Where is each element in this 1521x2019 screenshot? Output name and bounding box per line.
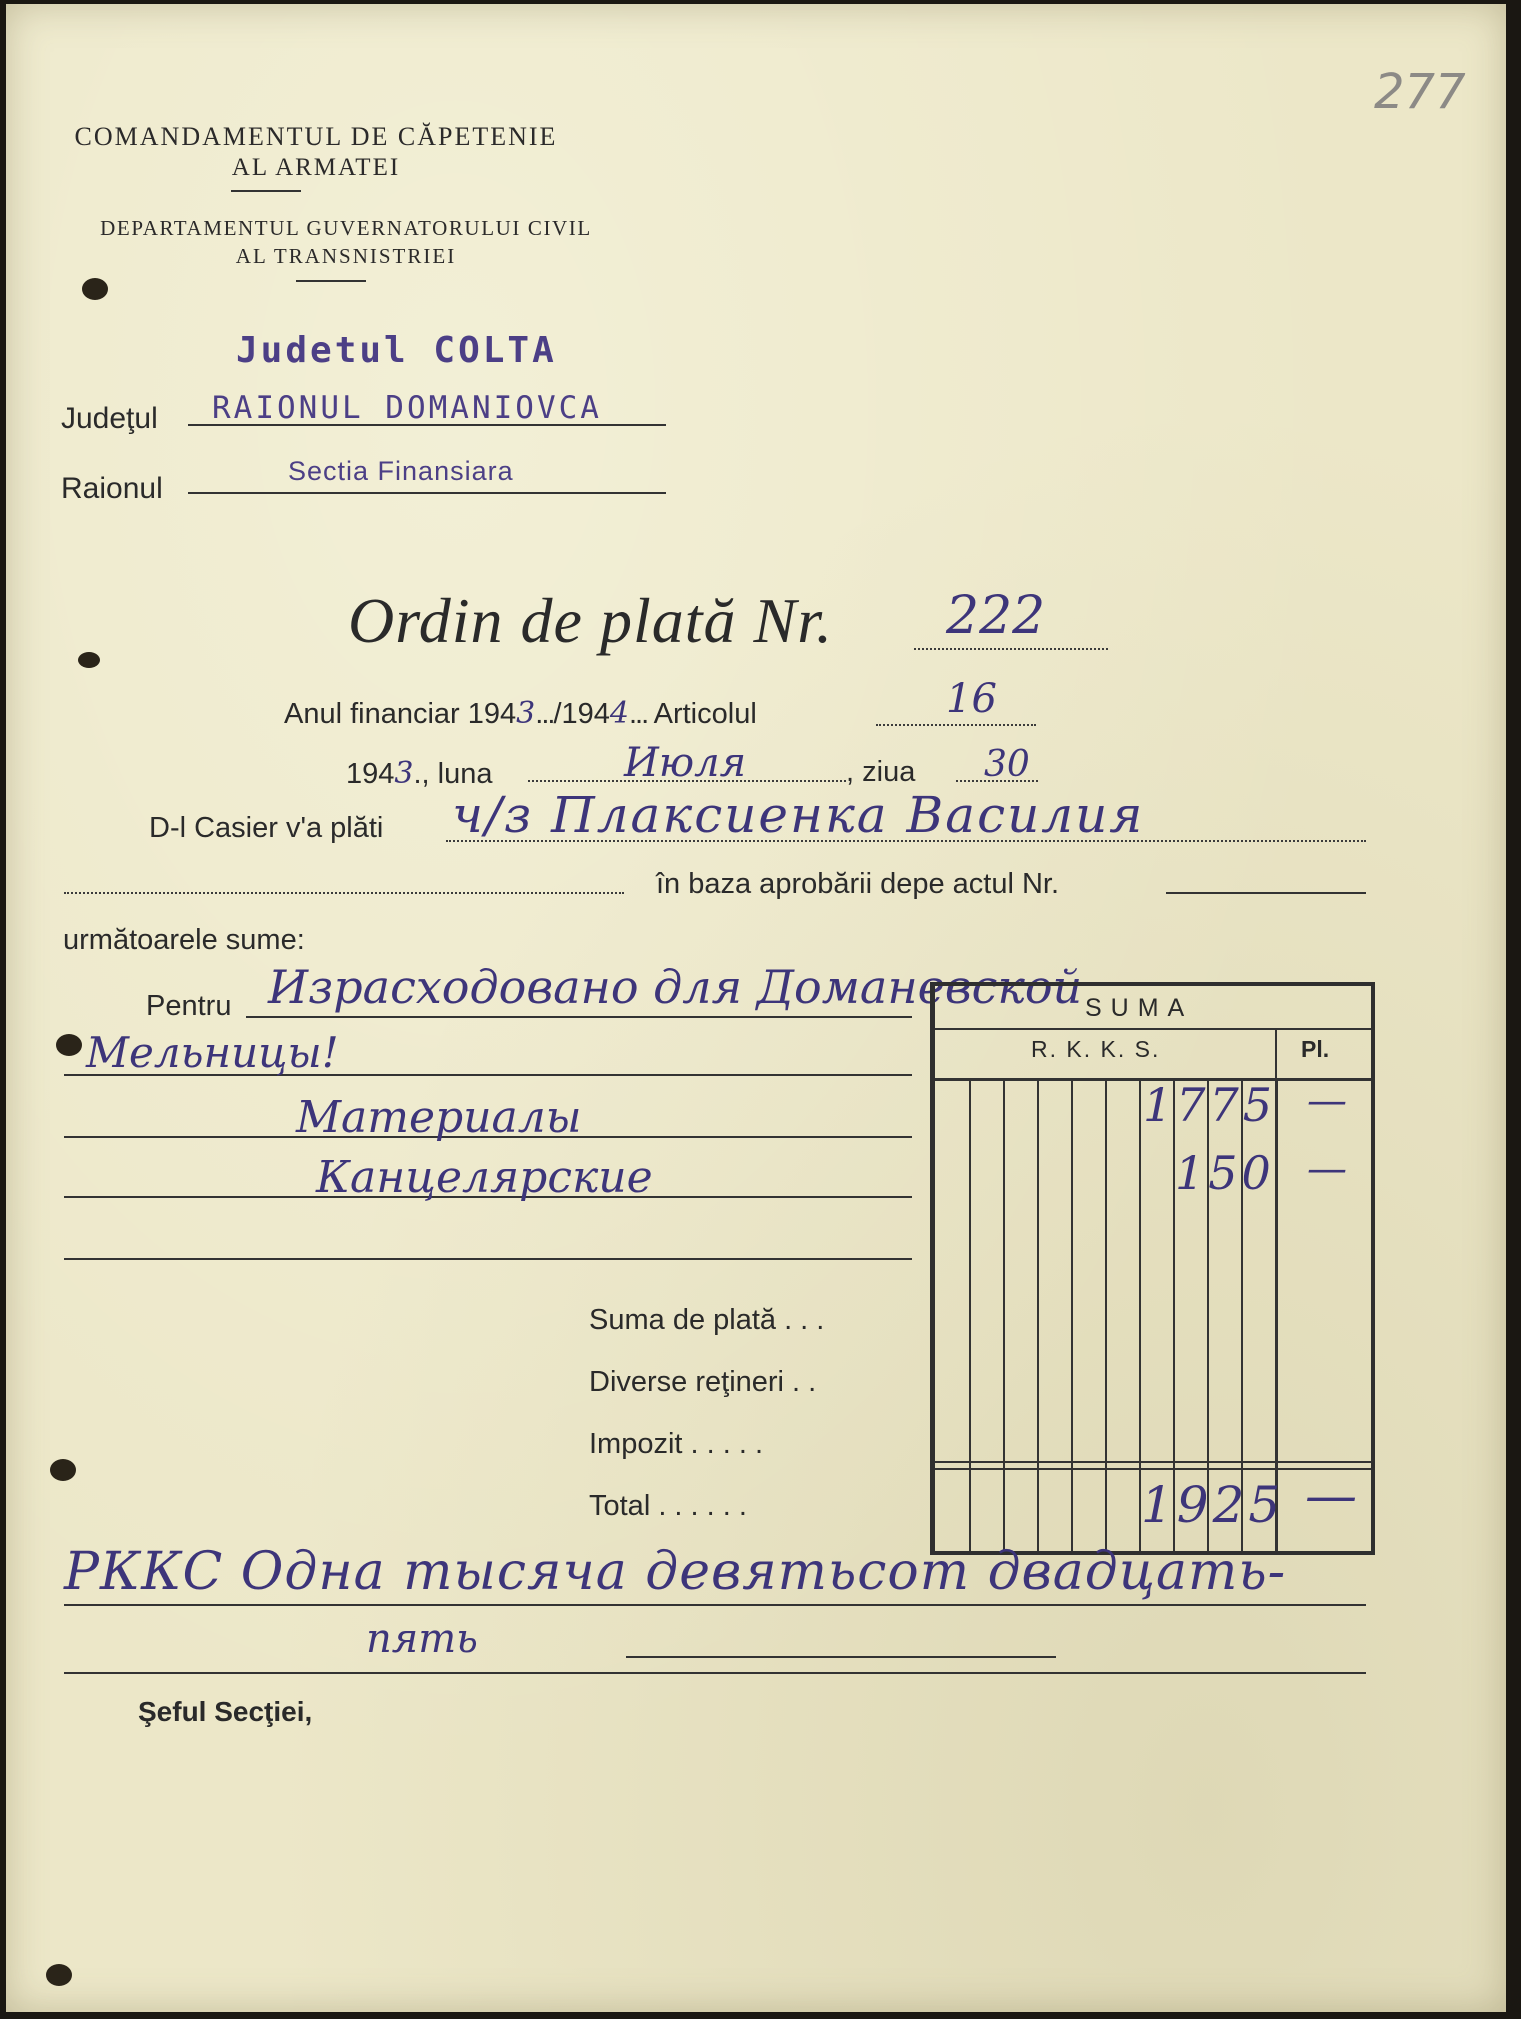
amount-in-words-2: пять (366, 1616, 478, 1662)
rkks-header: R. K. K. S. (1031, 1036, 1161, 1062)
anul-financiar-label: Anul financiar 1943.../1944... Articolul (284, 696, 757, 731)
punch-hole (82, 278, 108, 300)
date-year: 1943., luna (346, 756, 493, 791)
date-year-digit: 3 (394, 756, 414, 791)
table-rule (1275, 1028, 1277, 1078)
year-to-prefix: /194 (553, 698, 610, 730)
year-from-digit: 3 (516, 696, 536, 731)
suma-de-plata-text: Suma de plată (589, 1304, 777, 1336)
stamp-sectia: Sectia Finansiara (288, 456, 514, 486)
header-line-1: COMANDAMENTUL DE CĂPETENIE (74, 122, 558, 151)
total-label: Total . . . . . . (589, 1490, 747, 1522)
pentru-line-1 (246, 1016, 912, 1018)
ziua-text: ziua (862, 756, 916, 788)
divider (231, 190, 301, 192)
year-from-prefix: 194 (467, 698, 517, 730)
diverse-text: Diverse reţineri (589, 1366, 784, 1398)
ziua-value: 30 (984, 744, 1030, 785)
year-to-digit: 4 (609, 696, 629, 731)
impozit-text: Impozit (589, 1428, 683, 1460)
luna-label: luna (437, 758, 493, 790)
impozit-label: Impozit . . . . . (589, 1428, 764, 1460)
pentru-text-1: Израсходовано для Доманевской (268, 960, 1083, 1014)
articolul-label: Articolul (653, 698, 757, 730)
pentru-line-5 (64, 1258, 912, 1260)
punch-hole (78, 652, 100, 668)
stamp-raionul: RAIONUL DOMANIOVCA (212, 390, 602, 426)
urmatoarele-label: următoarele sume: (63, 924, 305, 956)
words-line-1 (64, 1604, 1366, 1606)
words-line-2 (64, 1672, 1366, 1674)
pentru-text-4: Канцелярские (316, 1152, 653, 1203)
table-rule (935, 1028, 1371, 1030)
blank-line (64, 892, 624, 894)
anul-financiar-text: Anul financiar (284, 698, 460, 730)
archive-folio-number: 277 (1374, 64, 1466, 120)
punch-hole (46, 1964, 72, 1986)
casier-label: D-l Casier v'a plăti (149, 812, 384, 844)
divider (296, 280, 366, 282)
date-year-prefix: 194 (346, 758, 395, 790)
raionul-label: Raionul (61, 472, 163, 505)
amount-1-pl: — (1307, 1078, 1347, 1124)
amount-2-pl: — (1307, 1146, 1347, 1192)
pl-header: Pl. (1301, 1036, 1330, 1062)
table-column (1003, 1078, 1005, 1551)
amount-1: 1775 (1143, 1078, 1277, 1132)
order-number: 222 (946, 586, 1046, 646)
table-column (1071, 1078, 1073, 1551)
seful-sectiei-label: Şeful Secţiei, (138, 1696, 313, 1727)
order-number-line (914, 648, 1108, 650)
punch-hole (56, 1034, 82, 1056)
pentru-label: Pentru (146, 990, 232, 1022)
payee-name: ч/з Плаксиенка Василия (452, 786, 1145, 844)
total-amount: 1925 (1141, 1476, 1285, 1534)
ziua-label: , ziua (846, 756, 916, 788)
punch-hole (50, 1459, 76, 1481)
judetul-label: Judeţul (61, 402, 158, 435)
payment-order-sheet (6, 4, 1506, 2012)
act-number-line (1166, 892, 1366, 894)
words-dash (626, 1656, 1056, 1658)
table-column (1105, 1078, 1107, 1551)
pentru-text-2: Мельницы! (86, 1028, 339, 1077)
table-rule (935, 1461, 1371, 1463)
luna-value: Июля (624, 740, 747, 786)
header-line-4: AL TRANSNISTRIEI (235, 244, 457, 268)
raionul-line (188, 492, 666, 494)
amount-in-words-1: РККС Одна тысяча девятьсот двадцать- (64, 1542, 1287, 1602)
table-column (969, 1078, 971, 1551)
total-pl: — (1305, 1466, 1357, 1526)
diverse-label: Diverse reţineri . . (589, 1366, 817, 1398)
stamp-judetul: Judetul COLTA (236, 330, 557, 371)
suma-table (930, 982, 1375, 1555)
header-line-3: DEPARTAMENTUL GUVERNATORULUI CIVIL (100, 216, 592, 240)
suma-de-plata-label: Suma de plată . . . (589, 1304, 825, 1336)
total-text: Total (589, 1490, 651, 1522)
in-baza-label: în baza aprobării depe actul Nr. (656, 868, 1060, 900)
articolul-value: 16 (946, 676, 997, 722)
order-title: Ordin de plată Nr. (348, 585, 833, 656)
amount-2: 150 (1175, 1146, 1275, 1200)
suma-header: SUMA (1085, 994, 1194, 1022)
table-column (1037, 1078, 1039, 1551)
pentru-text-3: Материалы (296, 1092, 582, 1143)
articolul-line (876, 724, 1036, 726)
header-line-2: AL ARMATEI (231, 154, 401, 181)
